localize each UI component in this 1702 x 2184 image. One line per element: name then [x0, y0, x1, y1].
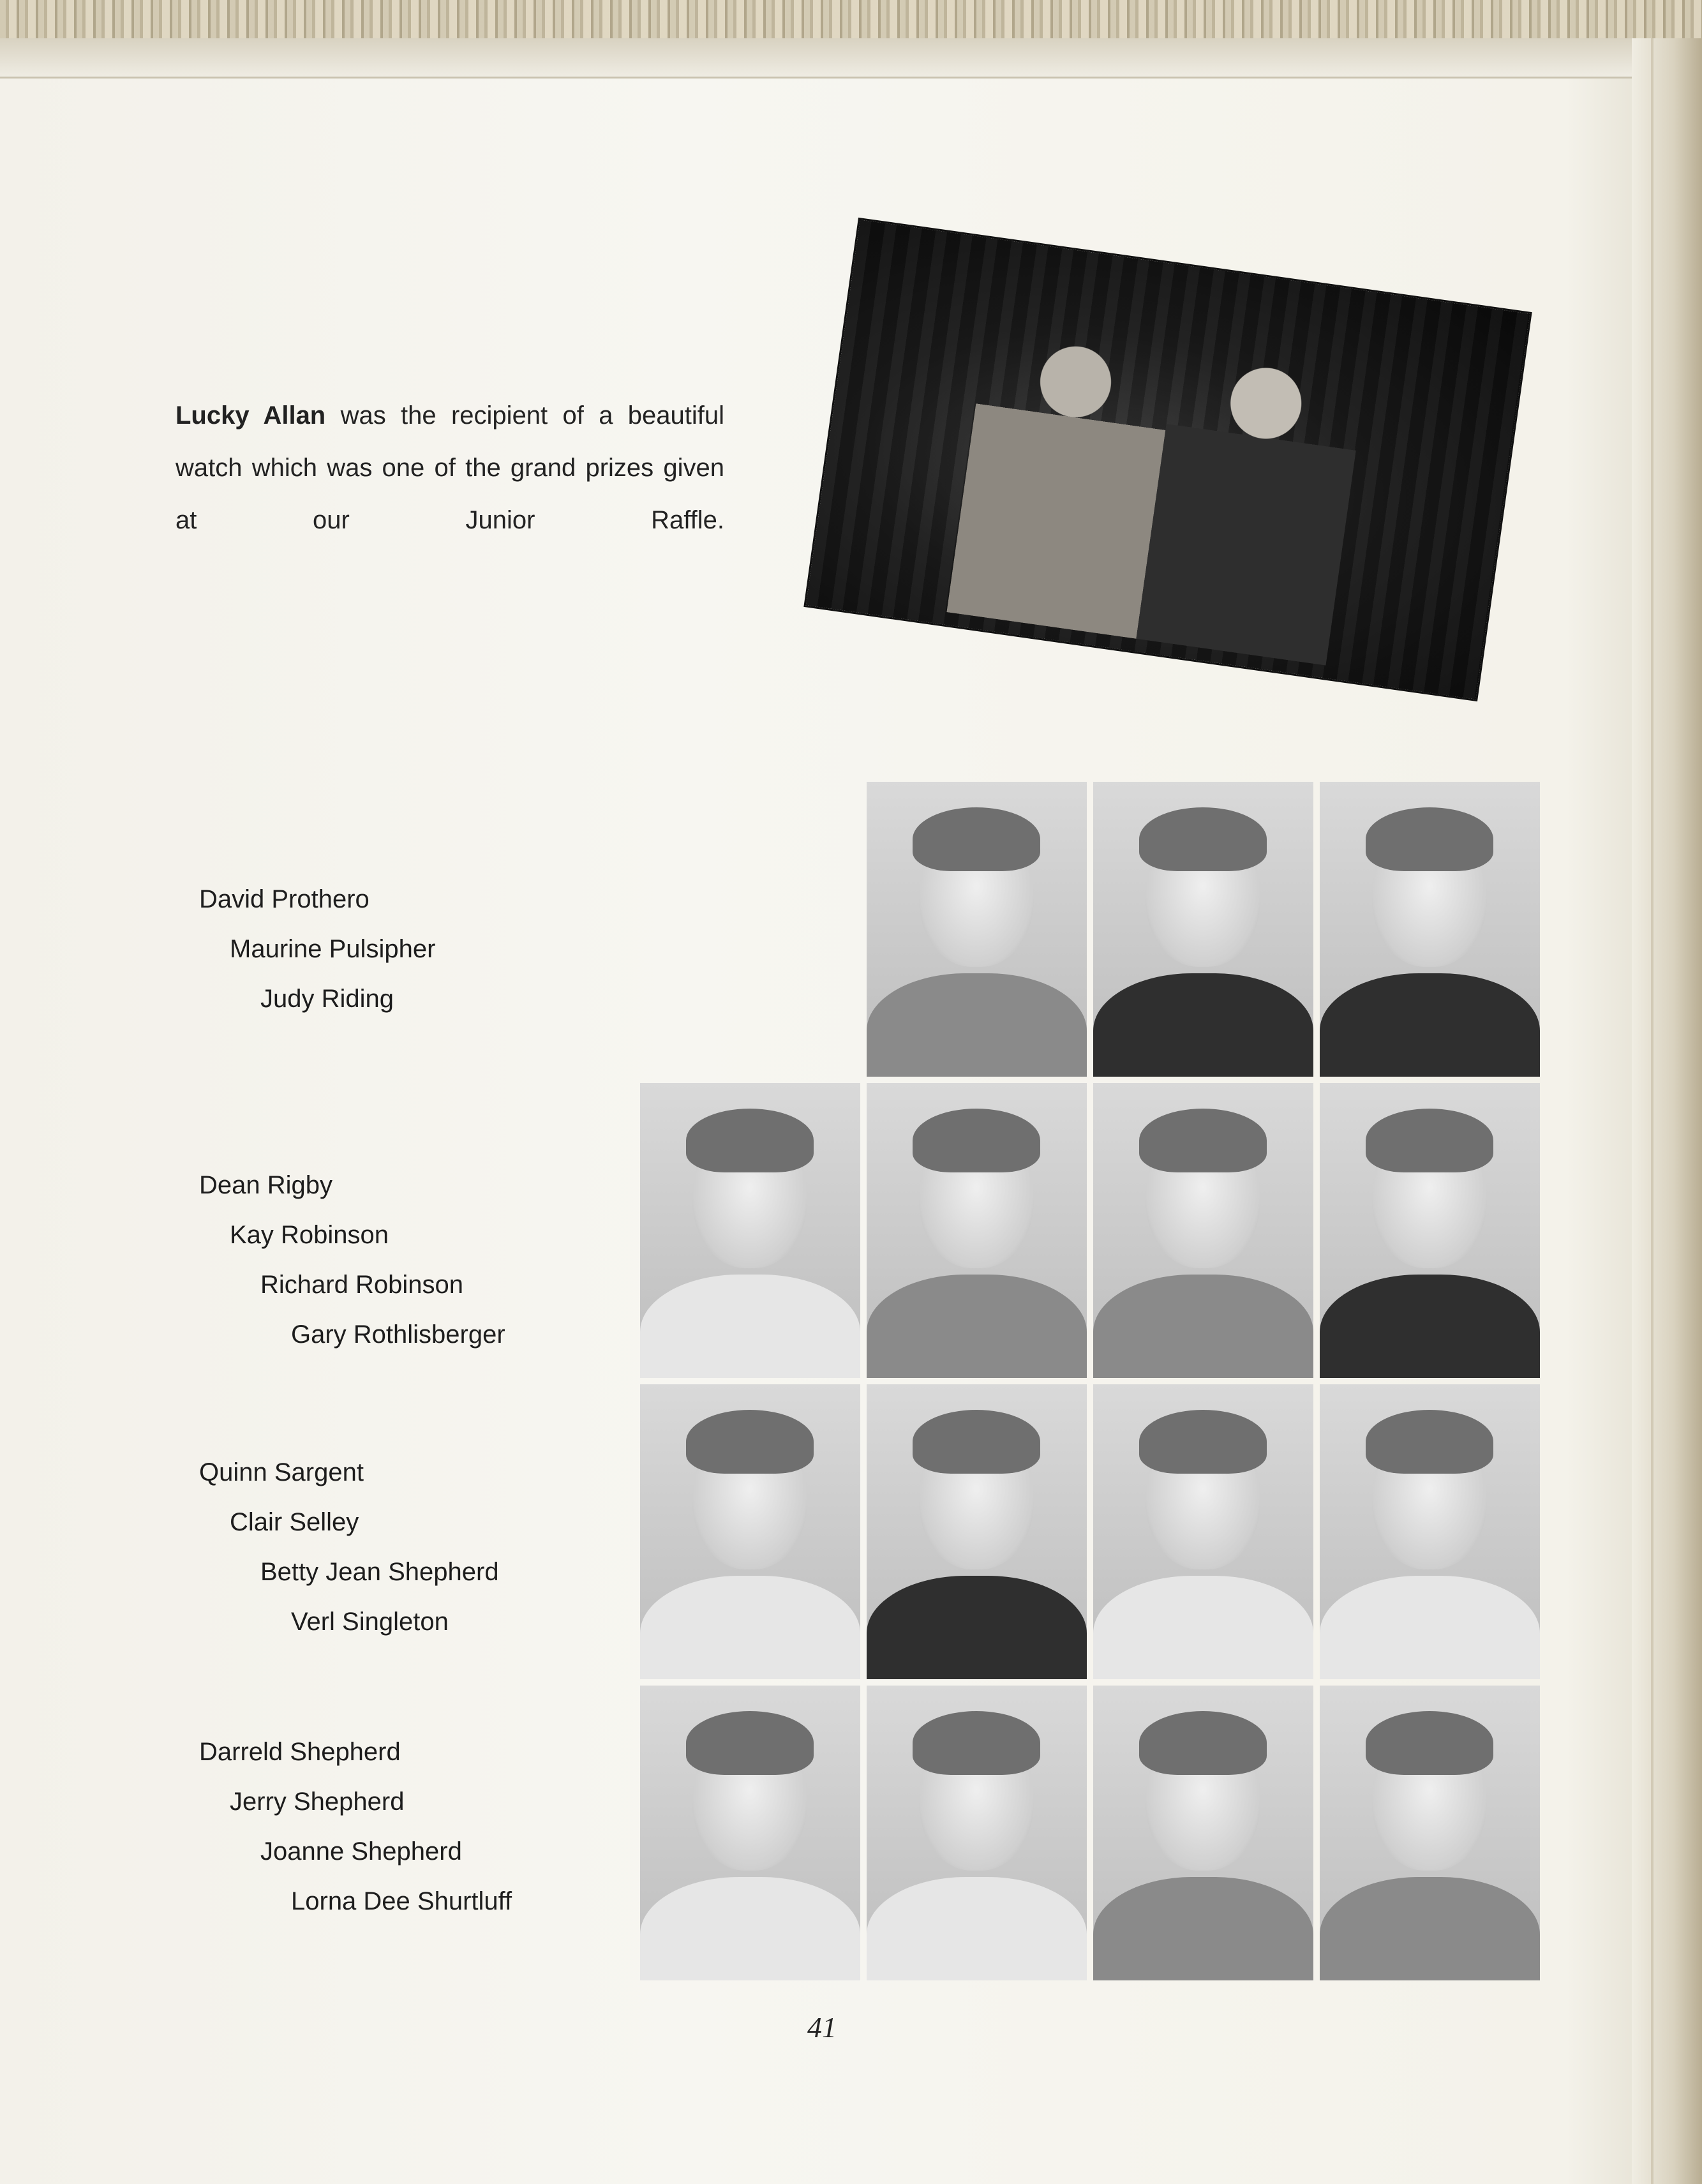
- portrait-photo: [1320, 782, 1540, 1077]
- portrait-photo: [1093, 1686, 1313, 1980]
- caption-lead-name: Lucky Allan: [175, 401, 326, 430]
- name-group-4: [199, 1727, 512, 1926]
- student-name: Judy Riding: [260, 985, 394, 1013]
- student-name: Lorna Dee Shurtluff: [291, 1887, 512, 1915]
- page-top-edge: [0, 38, 1702, 79]
- student-name: Dean Rigby: [199, 1171, 333, 1199]
- raffle-photo: [806, 220, 1530, 699]
- name-group-2: [199, 1160, 505, 1359]
- student-name: Kay Robinson: [230, 1221, 389, 1249]
- student-name: Betty Jean Shepherd: [260, 1558, 499, 1586]
- student-name: Richard Robinson: [260, 1271, 463, 1299]
- page-number: 41: [807, 2011, 837, 2044]
- portrait-photo: [1093, 782, 1313, 1077]
- portrait-photo: [1320, 1083, 1540, 1378]
- portrait-photo: [867, 1384, 1087, 1679]
- portrait-photo: [867, 1686, 1087, 1980]
- portrait-photo: [1320, 1686, 1540, 1980]
- raffle-caption: [175, 389, 724, 546]
- student-name: Verl Singleton: [291, 1608, 449, 1636]
- portrait-photo: [640, 1083, 860, 1378]
- student-name: Jerry Shepherd: [230, 1788, 405, 1816]
- student-name: Clair Selley: [230, 1508, 359, 1536]
- portrait-photo: [867, 782, 1087, 1077]
- portrait-photo: [1093, 1384, 1313, 1679]
- portrait-photo: [640, 1384, 860, 1679]
- student-name: Quinn Sargent: [199, 1458, 364, 1486]
- portrait-photo: [640, 1686, 860, 1980]
- name-group-3: [199, 1447, 499, 1647]
- portrait-photo: [1320, 1384, 1540, 1679]
- portrait-photo: [1093, 1083, 1313, 1378]
- portrait-photo: [867, 1083, 1087, 1378]
- student-name: Joanne Shepherd: [260, 1837, 462, 1866]
- page-right-edge: [1632, 38, 1702, 2184]
- caption-text: was the recipient of a beautiful watch which was one of the grand prizes given at our Junior Raffle.: [175, 401, 724, 534]
- student-name: Gary Rothlisberger: [291, 1320, 505, 1349]
- name-group-1: [199, 874, 435, 1024]
- student-name: Darreld Shepherd: [199, 1738, 401, 1766]
- student-name: Maurine Pulsipher: [230, 935, 436, 963]
- student-name: David Prothero: [199, 885, 370, 913]
